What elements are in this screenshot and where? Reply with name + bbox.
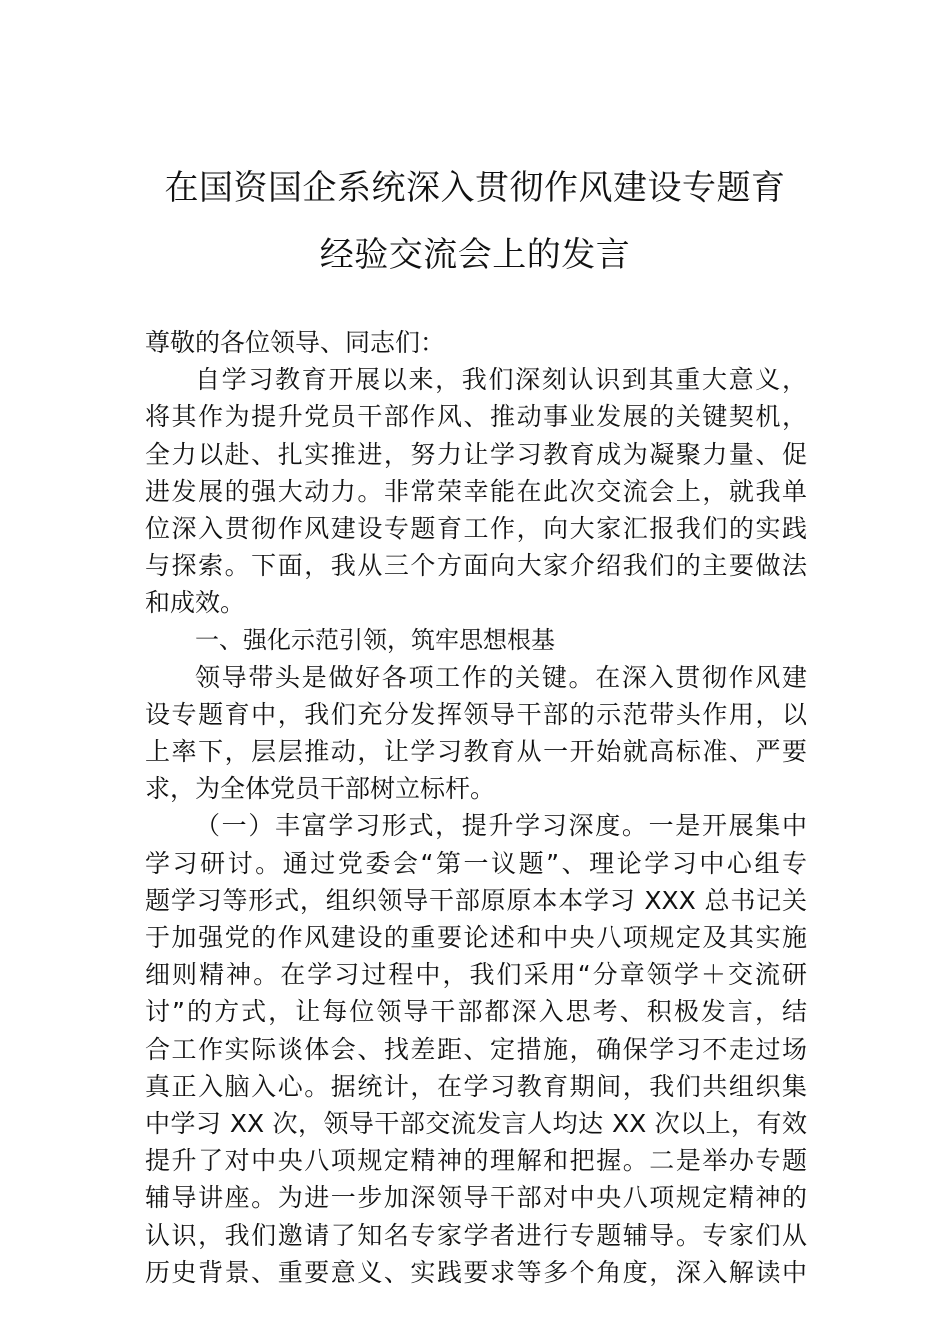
paragraph-line: 设专题育中，我们充分发挥领导干部的示范带头作用，以 (145, 699, 807, 729)
paragraph-line: 尊敬的各位领导、同志们： (145, 328, 446, 357)
paragraph-line: 与探索。下面，我从三个方面向大家介绍我们的主要做法 (145, 551, 807, 581)
paragraph-line: 提升了对中央八项规定精神的理解和把握。二是举办专题 (145, 1146, 807, 1176)
paragraph-line: 上率下，层层推动，让学习教育从一开始就高标准、严要 (145, 737, 807, 767)
paragraph-line: 自学习教育开展以来，我们深刻认识到其重大意义， (195, 365, 807, 395)
document-title-line-1: 在国资国企系统深入贯彻作风建设专题育 (164, 168, 786, 208)
paragraph-line: 认识，我们邀请了知名专家学者进行专题辅导。专家们从 (145, 1220, 807, 1250)
paragraph-line: （一）丰富学习形式，提升学习深度。一是开展集中 (195, 811, 807, 841)
paragraph-line: 进发展的强大动力。非常荣幸能在此次交流会上，就我单 (145, 476, 807, 506)
paragraph-line: 讨”的方式，让每位领导干部都深入思考、积极发言，结 (145, 997, 807, 1027)
section-heading: 一、强化示范引领，筑牢思想根基 (195, 625, 555, 654)
paragraph-line: 领导带头是做好各项工作的关键。在深入贯彻作风建 (195, 662, 807, 692)
paragraph-line: 学习研讨。通过党委会“第一议题”、理论学习中心组专 (145, 848, 807, 878)
paragraph-line: 细则精神。在学习过程中，我们采用“分章领学＋交流研 (145, 960, 807, 990)
paragraph-line: 真正入脑入心。据统计，在学习教育期间，我们共组织集 (145, 1071, 807, 1101)
paragraph-line: 辅导讲座。为进一步加深领导干部对中央八项规定精神的 (145, 1183, 807, 1213)
paragraph-line: 位深入贯彻作风建设专题育工作，向大家汇报我们的实践 (145, 513, 807, 543)
paragraph-line: 题学习等形式，组织领导干部原原本本学习 XXX 总书记关 (145, 885, 807, 915)
paragraph-line: 合工作实际谈体会、找差距、定措施，确保学习不走过场 (145, 1034, 807, 1064)
paragraph-line: 历史背景、重要意义、实践要求等多个角度，深入解读中 (145, 1257, 807, 1287)
document-title-line-2: 经验交流会上的发言 (319, 235, 631, 275)
paragraph-line: 将其作为提升党员干部作风、推动事业发展的关键契机， (145, 402, 807, 432)
paragraph-line: 和成效。 (145, 588, 246, 618)
paragraph-line: 于加强党的作风建设的重要论述和中央八项规定及其实施 (145, 923, 807, 952)
document-body (145, 324, 807, 1291)
paragraph-line: 中学习 XX 次，领导干部交流发言人均达 XX 次以上，有效 (145, 1108, 807, 1138)
paragraph-line: 求，为全体党员干部树立标杆。 (145, 774, 496, 804)
paragraph-line: 全力以赴、扎实推进，努力让学习教育成为凝聚力量、促 (145, 439, 807, 469)
